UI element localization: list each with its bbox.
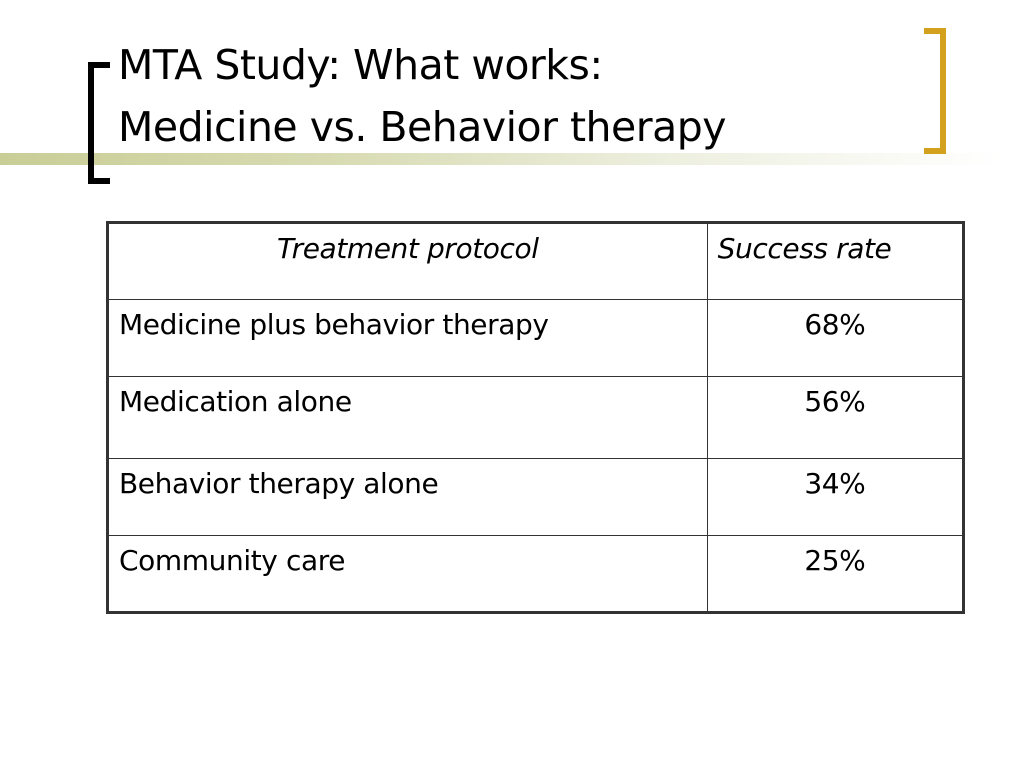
right-bracket-decoration (924, 28, 946, 154)
title-line-2: Medicine vs. Behavior therapy (118, 103, 727, 151)
left-bracket-decoration (88, 62, 110, 184)
header-treatment-protocol: Treatment protocol (108, 223, 708, 300)
rate-cell: 25% (707, 536, 963, 613)
title-line-1: MTA Study: What works: (118, 41, 603, 89)
table-header-row (108, 223, 964, 300)
header-success-rate: Success rate (707, 223, 963, 300)
protocol-cell: Medication alone (108, 377, 708, 459)
rate-cell: 56% (707, 377, 963, 459)
rate-cell: 34% (707, 459, 963, 536)
protocol-cell: Community care (108, 536, 708, 613)
table-row (108, 536, 964, 613)
slide-title (118, 34, 918, 158)
table-row (108, 459, 964, 536)
table-row (108, 377, 964, 459)
table-row (108, 300, 964, 377)
protocol-cell: Medicine plus behavior therapy (108, 300, 708, 377)
protocol-cell: Behavior therapy alone (108, 459, 708, 536)
rate-cell: 68% (707, 300, 963, 377)
results-table (106, 221, 965, 614)
